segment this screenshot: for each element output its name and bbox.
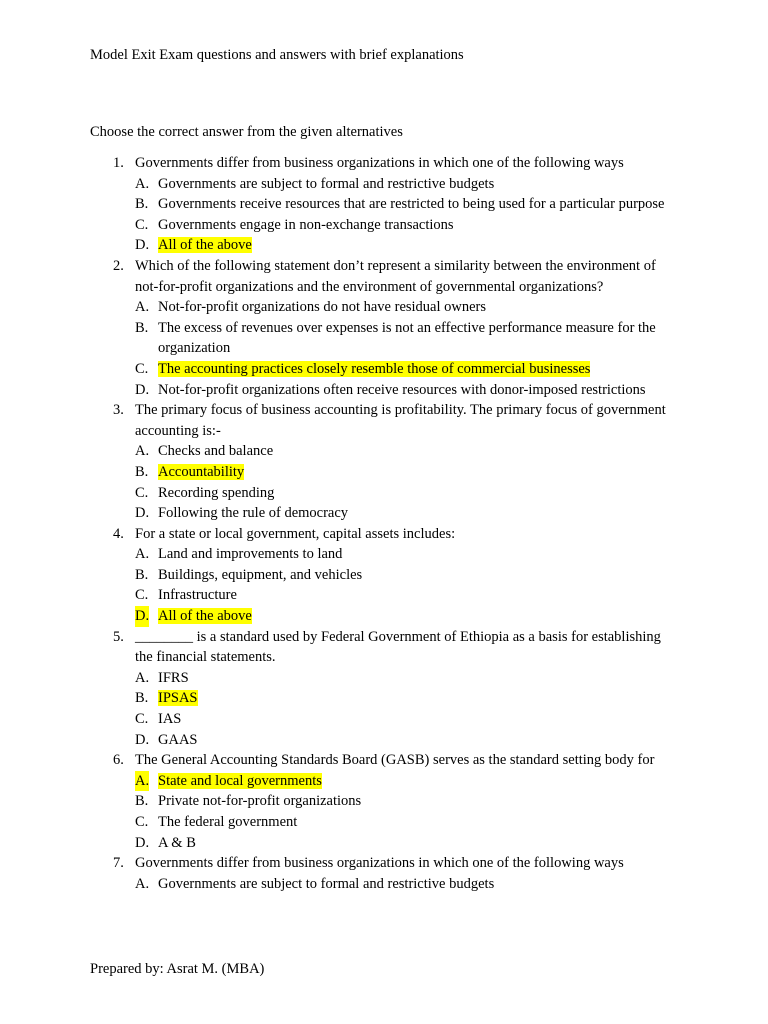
option-letter: D.	[135, 834, 150, 851]
option-text: IFRS	[158, 669, 189, 686]
question-list	[0, 153, 768, 894]
option-text: A & B	[158, 834, 196, 851]
option-1c	[0, 215, 678, 236]
highlighted-answer: The accounting practices closely resemble those of commercial businesses	[158, 360, 591, 377]
highlighted-answer: All of the above	[158, 237, 252, 254]
option-6b	[0, 791, 678, 812]
option-3b-answer	[0, 462, 678, 483]
question-number: 7.	[113, 855, 124, 872]
option-5c	[0, 709, 678, 730]
option-text: Not-for-profit organizations do not have residual owners	[158, 299, 487, 316]
option-text: Land and improvements to land	[158, 546, 343, 563]
option-letter: A.	[135, 299, 150, 316]
option-3d	[0, 503, 678, 524]
option-7a	[0, 874, 678, 895]
option-text: The excess of revenues over expenses is not an effective performance measure for the organization	[158, 319, 656, 357]
option-text: Buildings, equipment, and vehicles	[158, 566, 363, 583]
option-letter: A.	[135, 669, 150, 686]
question-5	[0, 627, 675, 668]
option-letter: A.	[135, 546, 150, 563]
highlighted-answer: All of the above	[158, 608, 252, 625]
question-number: 4.	[113, 525, 124, 542]
question-number: 3.	[113, 402, 124, 419]
option-text: The federal government	[158, 814, 298, 830]
option-letter: B.	[135, 319, 149, 336]
page-footer: Prepared by: Asrat M. (MBA)	[90, 961, 265, 977]
option-text: Checks and balance	[158, 443, 274, 460]
option-1d-answer	[0, 235, 678, 256]
option-5a	[0, 668, 678, 689]
option-letter: C.	[135, 814, 149, 830]
question-text: ________ is a standard used by Federal Government of Ethiopia as a basis for establishing the financial statements.	[135, 628, 661, 666]
question-number: 5.	[113, 628, 124, 645]
option-text: Recording spending	[158, 484, 275, 501]
option-letter: C.	[135, 360, 149, 377]
question-text: The primary focus of business accounting is profitability. The primary focus of government accounting is:-	[135, 402, 666, 439]
option-text: Private not-for-profit organizations	[158, 793, 362, 810]
option-letter: B.	[135, 196, 149, 213]
option-letter: B.	[135, 793, 149, 810]
question-3	[0, 400, 675, 441]
question-4	[0, 524, 675, 545]
option-text: IAS	[158, 711, 182, 728]
option-letter: C.	[135, 216, 149, 233]
highlighted-answer: IPSAS	[158, 690, 198, 707]
question-7	[0, 853, 675, 874]
option-letter: B.	[135, 690, 149, 707]
option-3c	[0, 483, 678, 504]
option-text: Following the rule of democracy	[158, 505, 349, 522]
option-2c-answer	[0, 359, 678, 380]
question-text: For a state or local government, capital assets includes:	[135, 525, 456, 542]
option-6c	[0, 812, 678, 833]
question-text: Governments differ from business organizations in which one of the following ways	[135, 855, 624, 872]
option-5b-answer	[0, 688, 678, 709]
option-letter: A.	[135, 771, 149, 792]
option-text: Governments are subject to formal and restrictive budgets	[158, 875, 495, 892]
question-6	[0, 750, 675, 771]
highlighted-answer: State and local governments	[158, 772, 322, 789]
document-title: Model Exit Exam questions and answers with brief explanations	[90, 47, 464, 63]
question-1	[0, 153, 675, 174]
option-letter: D.	[135, 237, 150, 254]
option-text: Governments receive resources that are restricted to being used for a particular purpose	[158, 196, 665, 213]
option-letter: D.	[135, 731, 150, 748]
option-text: Not-for-profit organizations often receive resources with donor-imposed restrictions	[158, 381, 646, 398]
option-1a	[0, 174, 678, 195]
option-3a	[0, 441, 678, 462]
option-5d	[0, 730, 678, 751]
option-text: GAAS	[158, 731, 198, 748]
option-letter: A.	[135, 875, 150, 892]
question-number: 1.	[113, 155, 124, 171]
option-text: Infrastructure	[158, 587, 237, 604]
option-letter: B.	[135, 566, 149, 583]
option-1b	[0, 194, 678, 215]
option-letter: D.	[135, 381, 150, 398]
question-2	[0, 256, 675, 297]
option-4a	[0, 544, 678, 565]
option-letter: D.	[135, 505, 150, 522]
option-2b	[0, 318, 678, 359]
question-text: The General Accounting Standards Board (GASB) serves as the standard setting body for	[135, 752, 655, 769]
instructions: Choose the correct answer from the given alternatives	[90, 124, 403, 140]
option-2a	[0, 297, 678, 318]
option-text: Governments engage in non-exchange transactions	[158, 216, 454, 233]
option-6a-answer	[0, 771, 678, 792]
option-text: Governments are subject to formal and restrictive budgets	[158, 175, 495, 192]
question-number: 6.	[113, 752, 124, 769]
option-letter: D.	[135, 606, 149, 627]
option-letter: B.	[135, 463, 149, 480]
option-letter: C.	[135, 711, 149, 728]
option-letter: C.	[135, 484, 149, 501]
option-4c	[0, 585, 678, 606]
option-letter: A.	[135, 175, 150, 192]
question-text: Which of the following statement don’t represent a similarity between the environment of not-for-profit organizations and the environment of governmental organizations?	[135, 257, 656, 295]
option-6d	[0, 833, 678, 854]
highlighted-answer: Accountability	[158, 463, 245, 480]
option-letter: A.	[135, 443, 150, 460]
option-4d-answer	[0, 606, 678, 627]
question-text: Governments differ from business organizations in which one of the following ways	[135, 155, 624, 171]
option-2d	[0, 380, 678, 401]
option-letter: C.	[135, 587, 149, 604]
question-number: 2.	[113, 257, 124, 274]
option-4b	[0, 565, 678, 586]
